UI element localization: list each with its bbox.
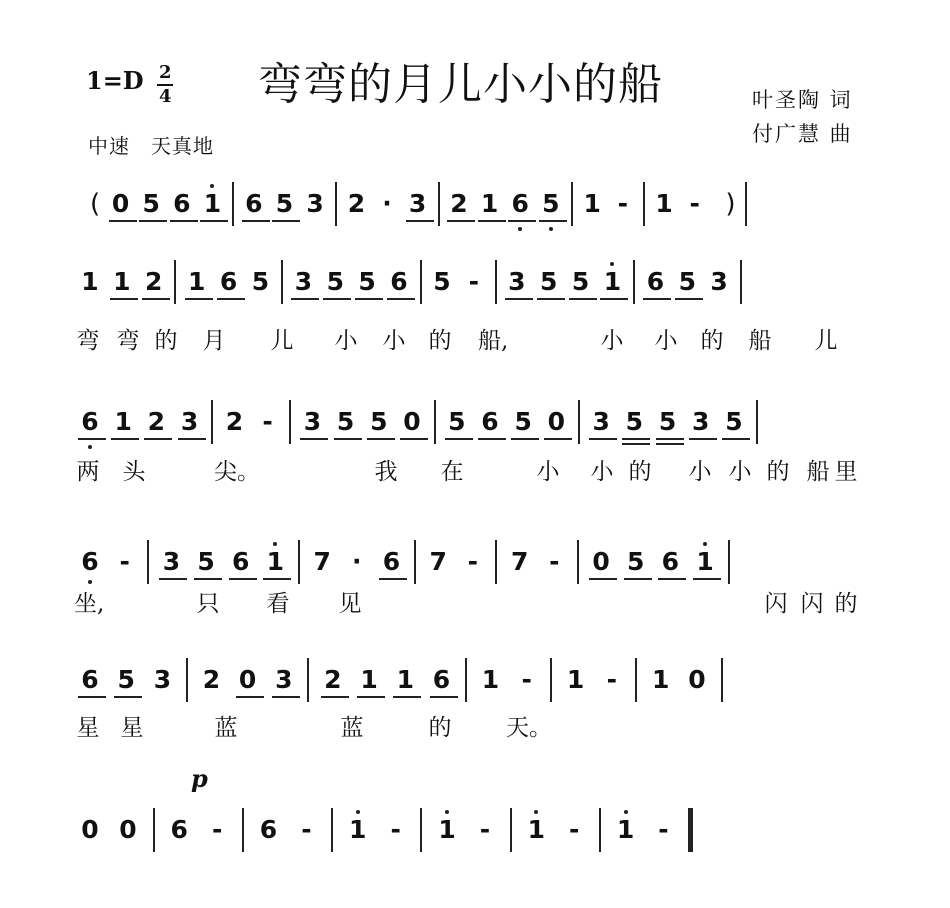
note: 6: [390, 267, 408, 296]
note: 5: [358, 267, 376, 296]
low-octave-dot: [549, 227, 553, 231]
barline: [465, 658, 467, 702]
beam-underline: [159, 578, 187, 580]
note: 5: [571, 267, 590, 296]
lyric-syllable: 船: [748, 328, 772, 354]
beam-underline: [242, 220, 270, 222]
beam-underline: [170, 220, 198, 222]
note: 3: [692, 407, 710, 436]
barline: [599, 808, 601, 852]
beam-underline: [622, 438, 650, 440]
beam-underline: [675, 298, 703, 300]
barline: [307, 658, 309, 702]
note: 6: [432, 665, 451, 694]
note: 6: [646, 267, 665, 296]
song-title: 弯弯的月儿小小的船: [258, 59, 663, 110]
high-octave-dot: [610, 262, 614, 266]
beam-underline: [643, 298, 671, 300]
beam-underline: [334, 438, 362, 440]
high-octave-dot: [624, 810, 628, 814]
note: 6: [232, 547, 250, 576]
note: 2: [450, 189, 468, 218]
note: 3: [710, 267, 728, 296]
note: -: [617, 189, 628, 218]
note: -: [521, 665, 532, 694]
lyric-syllable: 在: [440, 459, 464, 485]
time-signature-bottom: 4: [159, 86, 172, 107]
barline: [438, 182, 440, 226]
lyricist-credit: 叶圣陶 词: [752, 88, 853, 112]
lyric-syllable: 月: [202, 328, 226, 354]
note: 1: [481, 665, 500, 694]
beam-underline: [511, 438, 539, 440]
barline: [414, 540, 416, 584]
barline: [281, 260, 283, 304]
beam-underline: [217, 298, 245, 300]
parenthesis: (: [90, 189, 101, 219]
note: 5: [433, 267, 451, 296]
beam-underline: [689, 438, 717, 440]
beam-underline: [200, 220, 228, 222]
note: 2: [347, 189, 366, 218]
beam-underline: [508, 220, 536, 222]
beam-underline: [323, 298, 351, 300]
barline: [434, 400, 436, 444]
lyric-syllable: 我: [374, 459, 398, 485]
note: 1: [114, 407, 132, 436]
note: 5: [658, 407, 677, 436]
lyric-syllable: 星: [120, 715, 144, 741]
lyric-syllable: 闪: [764, 591, 788, 617]
barline: [728, 540, 730, 584]
note: ·: [382, 189, 392, 218]
barline: [331, 808, 333, 852]
lyric-syllable: 的: [700, 328, 724, 354]
lyric-syllable: 小: [334, 328, 358, 354]
beam-underline: [589, 438, 617, 440]
beam-underline: [478, 220, 506, 222]
note: 1: [113, 267, 131, 296]
note: ·: [352, 547, 362, 576]
low-octave-dot: [88, 445, 92, 449]
parenthesis: ): [725, 189, 736, 219]
note: 5: [448, 407, 466, 436]
note: 1: [438, 815, 456, 844]
beam-underline: [430, 696, 458, 698]
barline: [571, 182, 573, 226]
beam-underline: [229, 578, 257, 580]
note: 5: [370, 407, 388, 436]
note: -: [689, 189, 700, 218]
barline: [740, 260, 742, 304]
note: 1: [396, 665, 414, 694]
note: 1: [655, 189, 673, 218]
beam-underline: [478, 438, 506, 440]
note: 3: [408, 189, 427, 218]
note: 5: [542, 189, 560, 218]
barline: [420, 260, 422, 304]
barline: [495, 540, 497, 584]
note: 0: [403, 407, 421, 436]
note: 1: [349, 815, 367, 844]
note: -: [390, 815, 401, 844]
beam-underline: [387, 298, 415, 300]
beam-underline: [505, 298, 533, 300]
note: -: [212, 815, 223, 844]
note: 3: [306, 189, 324, 218]
beam-underline: [357, 696, 385, 698]
note: 0: [119, 815, 137, 844]
high-octave-dot: [445, 810, 449, 814]
barline: [153, 808, 155, 852]
note: 6: [170, 815, 188, 844]
tempo-marking: 中速 天真地: [88, 134, 214, 158]
time-signature-top: 2: [159, 62, 172, 83]
barline: [550, 658, 552, 702]
note: -: [549, 547, 560, 576]
note: 2: [145, 267, 163, 296]
barline: [174, 260, 176, 304]
beam-underline: [406, 220, 434, 222]
note: 0: [688, 665, 706, 694]
note: 6: [173, 189, 191, 218]
barline: [510, 808, 512, 852]
beam-underline: [622, 443, 650, 445]
beam-underline: [185, 298, 213, 300]
beam-underline: [111, 438, 139, 440]
note: 1: [603, 267, 622, 296]
note: 1: [188, 267, 206, 296]
beam-underline: [393, 696, 421, 698]
beam-underline: [110, 298, 138, 300]
lyric-syllable: 见: [338, 591, 362, 617]
lyric-syllable: 小: [600, 328, 624, 354]
note: 3: [153, 665, 172, 694]
note: 7: [429, 547, 447, 576]
barline: [495, 260, 497, 304]
beam-underline: [367, 438, 395, 440]
note: 5: [725, 407, 743, 436]
note: 6: [219, 267, 238, 296]
barline: [721, 658, 723, 702]
beam-underline: [445, 438, 473, 440]
beam-underline: [236, 696, 264, 698]
barline: [232, 182, 234, 226]
note: 0: [547, 407, 566, 436]
note: 3: [162, 547, 181, 576]
note: 7: [510, 547, 529, 576]
note: -: [658, 815, 669, 844]
beam-underline: [78, 438, 106, 440]
beam-underline: [272, 696, 300, 698]
note: 0: [238, 665, 257, 694]
note: 6: [81, 547, 99, 576]
lyric-syllable: 的: [834, 591, 858, 617]
beam-underline: [569, 298, 597, 300]
note: 5: [540, 267, 558, 296]
beam-underline: [693, 578, 721, 580]
beam-underline: [658, 578, 686, 580]
note: 1: [266, 547, 285, 576]
note: 6: [259, 815, 278, 844]
note: 1: [566, 665, 585, 694]
note: 0: [111, 189, 130, 218]
lyric-syllable: 天。: [506, 715, 552, 741]
lyric-syllable: 船,: [478, 328, 509, 354]
note: 1: [652, 665, 670, 694]
beam-underline: [300, 438, 328, 440]
barline: [577, 540, 579, 584]
note: 2: [147, 407, 166, 436]
barline: [242, 808, 244, 852]
lyric-syllable: 小: [654, 328, 678, 354]
beam-underline: [114, 696, 142, 698]
note: 3: [180, 407, 199, 436]
beam-underline: [600, 298, 628, 300]
note: -: [606, 665, 618, 694]
note: -: [569, 815, 580, 844]
barline: [289, 400, 291, 444]
note: 1: [480, 189, 499, 218]
lyric-syllable: 里: [834, 459, 858, 485]
lyric-syllable: 头: [122, 459, 146, 485]
beam-underline: [263, 578, 291, 580]
note: 2: [324, 665, 342, 694]
lyric-syllable: 坐,: [74, 591, 105, 617]
high-octave-dot: [210, 184, 214, 188]
beam-underline: [656, 443, 684, 445]
note: 6: [511, 189, 529, 218]
lyric-syllable: 的: [428, 715, 452, 741]
beam-underline: [537, 298, 565, 300]
note: 5: [627, 547, 645, 576]
beam-underline: [291, 298, 319, 300]
beam-underline: [355, 298, 383, 300]
beam-underline: [78, 696, 106, 698]
note: 1: [203, 189, 222, 218]
barline: [643, 182, 645, 226]
lyric-syllable: 蓝: [214, 715, 238, 741]
lyric-syllable: 的: [428, 328, 452, 354]
note: 6: [382, 547, 401, 576]
barline: [688, 808, 693, 852]
beam-underline: [447, 220, 475, 222]
note: 1: [616, 815, 635, 844]
note: -: [467, 547, 479, 576]
high-octave-dot: [534, 810, 538, 814]
lyric-syllable: 弯: [116, 328, 140, 354]
beam-underline: [400, 438, 428, 440]
lyric-syllable: 星: [76, 715, 100, 741]
note: 1: [81, 267, 99, 296]
lyric-syllable: 只: [196, 591, 220, 617]
note: 3: [592, 407, 610, 436]
note: 0: [81, 815, 99, 844]
beam-underline: [144, 438, 172, 440]
note: 6: [81, 407, 99, 436]
note: -: [479, 815, 491, 844]
note: 6: [81, 665, 99, 694]
high-octave-dot: [356, 810, 360, 814]
beam-underline: [194, 578, 222, 580]
lyric-syllable: 小: [382, 328, 406, 354]
high-octave-dot: [703, 542, 707, 546]
beam-underline: [722, 438, 750, 440]
lyric-syllable: 的: [628, 459, 652, 485]
note: 5: [197, 547, 215, 576]
lyric-syllable: 的: [154, 328, 178, 354]
composer-credit: 付广慧 曲: [752, 122, 853, 146]
low-octave-dot: [518, 227, 522, 231]
note: 6: [661, 547, 680, 576]
note: 5: [117, 665, 135, 694]
lyric-syllable: 蓝: [340, 715, 364, 741]
low-octave-dot: [88, 580, 92, 584]
note: 5: [678, 267, 696, 296]
beam-underline: [321, 696, 349, 698]
lyric-syllable: 小: [728, 459, 752, 485]
lyric-syllable: 尖。: [214, 459, 260, 485]
beam-underline: [178, 438, 206, 440]
lyric-syllable: 小: [590, 459, 614, 485]
barline: [635, 658, 637, 702]
key-signature: 1=D: [86, 66, 144, 95]
barline: [633, 260, 635, 304]
beam-underline: [109, 220, 137, 222]
note: -: [301, 815, 312, 844]
barline: [756, 400, 758, 444]
beam-underline: [589, 578, 617, 580]
note: 5: [336, 407, 355, 436]
note: 1: [360, 665, 378, 694]
barline: [211, 400, 213, 444]
barline: [298, 540, 300, 584]
lyric-syllable: 小: [688, 459, 712, 485]
beam-underline: [142, 298, 170, 300]
note: -: [468, 267, 480, 296]
note: 7: [313, 547, 331, 576]
beam-underline: [624, 578, 652, 580]
note: 5: [142, 189, 160, 218]
note: 2: [225, 407, 244, 436]
barline: [420, 808, 422, 852]
beam-underline: [544, 438, 572, 440]
beam-underline: [272, 220, 300, 222]
barline: [147, 540, 149, 584]
note: 3: [294, 267, 313, 296]
lyric-syllable: 两: [76, 459, 100, 485]
barline: [186, 658, 188, 702]
beam-underline: [539, 220, 567, 222]
note: 0: [592, 547, 610, 576]
lyric-syllable: 闪: [800, 591, 824, 617]
note: 3: [508, 267, 526, 296]
note: 1: [583, 189, 601, 218]
lyric-syllable: 弯: [76, 328, 100, 354]
note: 5: [514, 407, 532, 436]
note: 2: [202, 665, 221, 694]
barline: [578, 400, 580, 444]
note: -: [119, 547, 130, 576]
note: -: [262, 407, 273, 436]
note: 5: [326, 267, 344, 296]
lyric-syllable: 儿: [814, 328, 838, 354]
note: 3: [303, 407, 322, 436]
beam-underline: [379, 578, 407, 580]
lyric-syllable: 船: [806, 459, 830, 485]
note: 6: [245, 189, 263, 218]
lyric-syllable: 的: [766, 459, 790, 485]
note: 6: [481, 407, 499, 436]
note: 5: [251, 267, 270, 296]
high-octave-dot: [273, 542, 277, 546]
note: 5: [625, 407, 644, 436]
barline: [335, 182, 337, 226]
barline: [745, 182, 747, 226]
beam-underline: [139, 220, 167, 222]
dynamic-marking: p: [191, 764, 208, 793]
note: 1: [527, 815, 545, 844]
beam-underline: [656, 438, 684, 440]
note: 3: [275, 665, 293, 694]
lyric-syllable: 儿: [270, 328, 294, 354]
note: 5: [275, 189, 294, 218]
lyric-syllable: 看: [266, 591, 290, 617]
lyric-syllable: 小: [536, 459, 560, 485]
note: 1: [696, 547, 714, 576]
